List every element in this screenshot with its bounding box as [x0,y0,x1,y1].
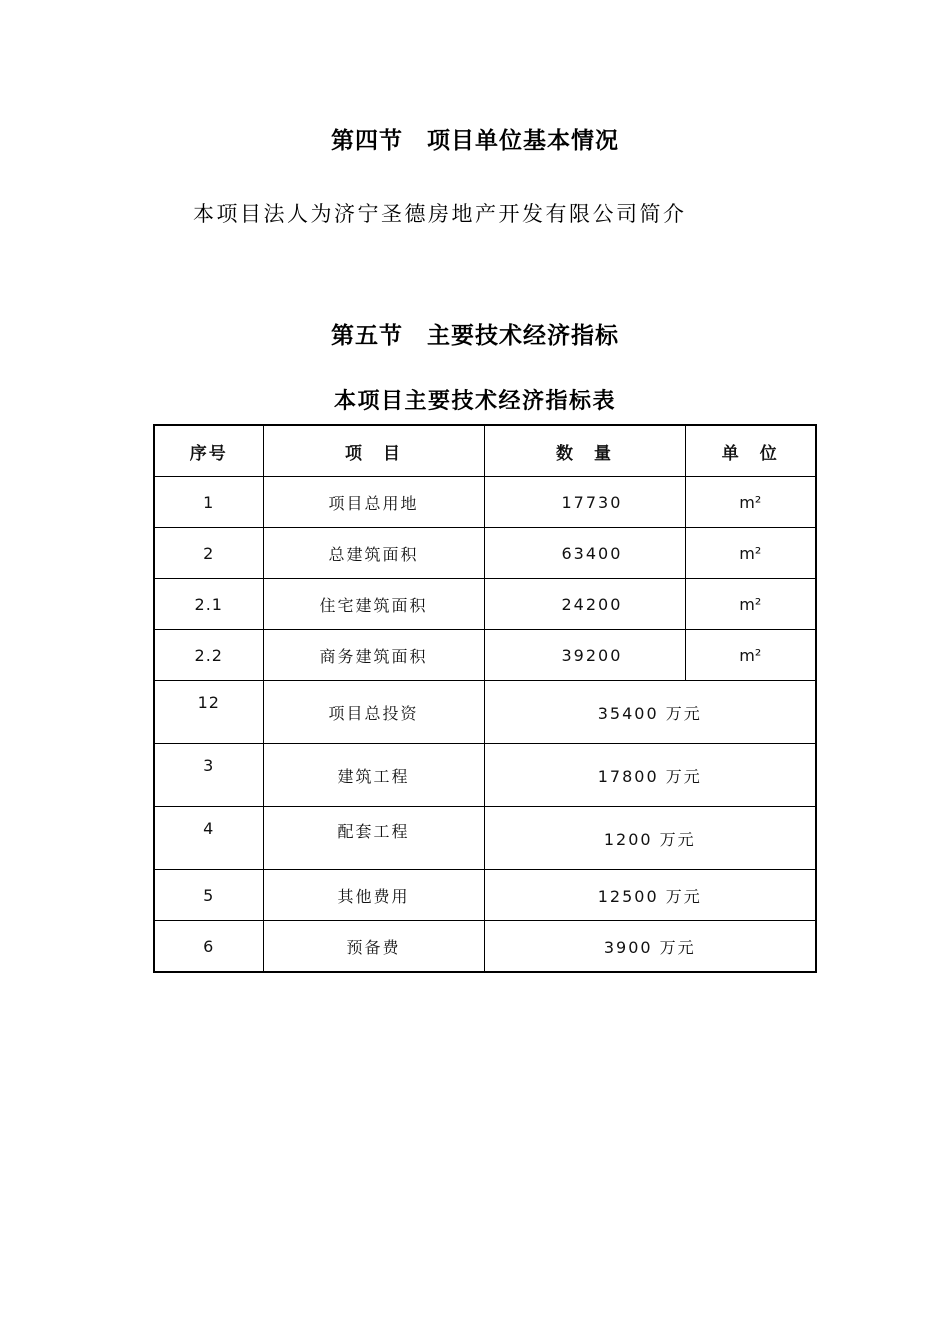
table-row [154,744,816,807]
row-item: 项目总投资 [263,681,484,744]
row-seq: 6 [154,921,263,973]
row-seq: 4 [154,807,263,870]
table-row [154,528,816,579]
table-row [154,870,816,921]
row-item: 商务建筑面积 [263,630,484,681]
table-row [154,477,816,528]
row-item: 项目总用地 [263,477,484,528]
row-seq: 2.2 [154,630,263,681]
row-seq: 1 [154,477,263,528]
row-quantity: 24200 [484,579,685,630]
company-intro-text: 本项目法人为济宁圣德房地产开发有限公司简介 [193,202,687,226]
row-item: 住宅建筑面积 [263,579,484,630]
table-row [154,630,816,681]
row-amount: 1200 万元 [484,807,816,870]
table-row [154,807,816,870]
header-quantity: 数 量 [484,425,685,477]
table-row [154,921,816,973]
row-seq: 5 [154,870,263,921]
section-4-heading: 第四节 项目单位基本情况 [331,128,619,154]
row-amount: 35400 万元 [484,681,816,744]
indicator-table [153,424,817,973]
table-row [154,681,816,744]
row-item: 建筑工程 [263,744,484,807]
row-amount: 12500 万元 [484,870,816,921]
row-quantity: 39200 [484,630,685,681]
table-row [154,579,816,630]
table-header-row [154,425,816,477]
row-quantity: 17730 [484,477,685,528]
row-item: 总建筑面积 [263,528,484,579]
header-item: 项 目 [263,425,484,477]
row-unit: m² [685,477,816,528]
row-seq: 2.1 [154,579,263,630]
row-unit: m² [685,528,816,579]
row-item: 预备费 [263,921,484,973]
row-seq: 12 [154,681,263,744]
header-unit: 单 位 [685,425,816,477]
row-amount: 3900 万元 [484,921,816,973]
row-seq: 3 [154,744,263,807]
row-seq: 2 [154,528,263,579]
section-5-heading: 第五节 主要技术经济指标 [331,323,619,349]
row-item: 其他费用 [263,870,484,921]
header-seq: 序号 [154,425,263,477]
row-item: 配套工程 [263,807,484,870]
row-unit: m² [685,579,816,630]
row-unit: m² [685,630,816,681]
indicator-table-title: 本项目主要技术经济指标表 [333,389,616,414]
row-quantity: 63400 [484,528,685,579]
row-amount: 17800 万元 [484,744,816,807]
